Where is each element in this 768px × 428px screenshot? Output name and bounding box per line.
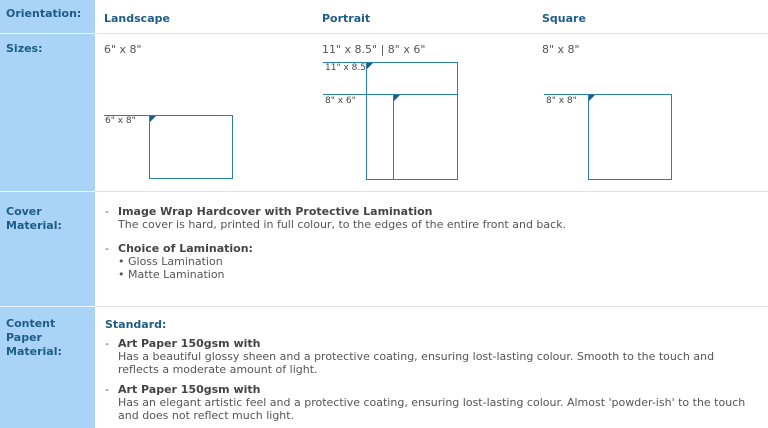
landscape-box-label: 6" x 8" xyxy=(105,116,136,126)
sizes-label: Sizes: xyxy=(6,42,43,55)
dash-bullet: - xyxy=(105,337,109,350)
dash-bullet: - xyxy=(105,205,109,218)
portrait-small-box xyxy=(393,94,458,180)
lamination-option-matte: • Matte Lamination xyxy=(118,268,225,281)
row-divider xyxy=(0,191,95,192)
square-size-underline xyxy=(544,94,589,95)
cover-item-hardcover xyxy=(105,205,755,231)
cover-item-title: Image Wrap Hardcover with Protective Lamination xyxy=(118,205,433,218)
portrait-sizes: 11" x 8.5" | 8" x 6" xyxy=(322,43,426,56)
cover-material-label: Cover Material: xyxy=(6,205,62,232)
corner-marker xyxy=(394,95,400,101)
portrait-box1-label: 11" x 8.5" xyxy=(325,63,371,73)
portrait-box2-label: 8" x 6" xyxy=(325,96,356,106)
paper-item-gloss xyxy=(105,337,755,376)
paper-item-title: Art Paper 150gsm with xyxy=(118,337,261,350)
square-sizes: 8" x 8" xyxy=(542,43,580,56)
row-divider xyxy=(95,191,768,192)
row-divider xyxy=(95,306,768,307)
orientation-portrait: Portrait xyxy=(322,12,371,25)
cover-item-lamination xyxy=(105,242,755,281)
corner-marker xyxy=(150,116,156,122)
square-box-label: 8" x 8" xyxy=(546,96,577,106)
content-paper-label: Content Paper Material: xyxy=(6,317,62,358)
square-size-box xyxy=(588,94,672,180)
dash-bullet: - xyxy=(105,383,109,396)
landscape-sizes: 6" x 8" xyxy=(104,43,142,56)
orientation-label: Orientation: xyxy=(6,7,82,20)
paper-item-description: Has a beautiful glossy sheen and a protective coating, ensuring lost-lasting colour. Smooth to the touch and reflects a moderate amount of light. xyxy=(118,350,715,376)
cover-item-title: Choice of Lamination: xyxy=(118,242,253,255)
row-divider xyxy=(0,306,95,307)
paper-item-description: Has an elegant artistic feel and a protective coating, ensuring lost-lasting colour. Almost 'powder-ish' to the touch and does not reflect much light. xyxy=(118,396,746,422)
dash-bullet: - xyxy=(105,242,109,255)
paper-item-title: Art Paper 150gsm with xyxy=(118,383,261,396)
corner-marker xyxy=(589,95,595,101)
lamination-option-gloss: • Gloss Lamination xyxy=(118,255,223,268)
standard-heading: Standard: xyxy=(105,318,167,331)
corner-marker xyxy=(367,63,373,69)
paper-item-matte xyxy=(105,383,755,422)
orientation-square: Square xyxy=(542,12,586,25)
cover-item-description: The cover is hard, printed in full colour, to the edges of the entire front and back. xyxy=(118,218,567,231)
row-divider xyxy=(0,33,95,34)
landscape-size-box xyxy=(149,115,233,179)
row-divider xyxy=(95,33,768,34)
orientation-landscape: Landscape xyxy=(104,12,170,25)
